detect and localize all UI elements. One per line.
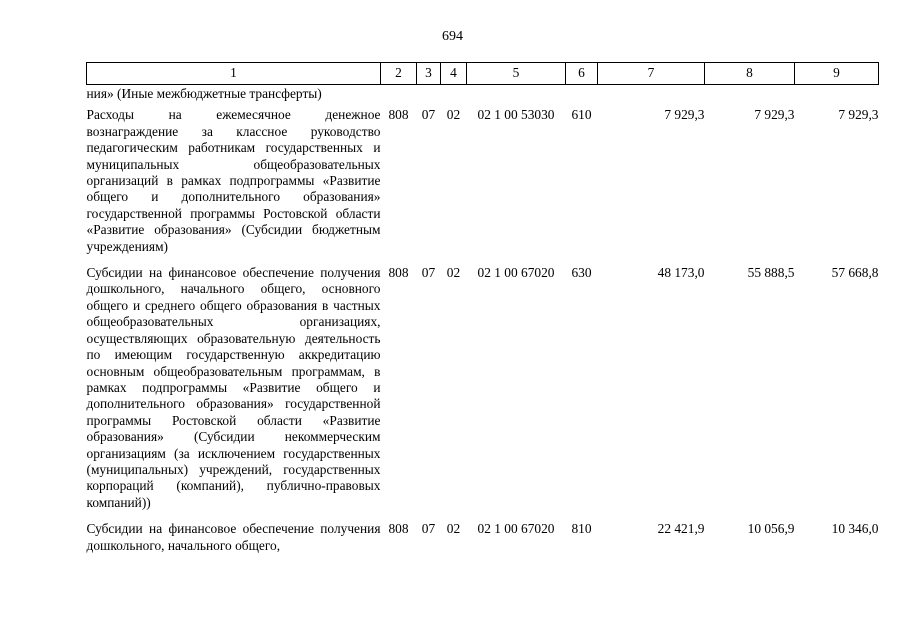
section-code — [417, 85, 441, 103]
expense-type-code: 610 — [571, 107, 592, 123]
section-code: 07 — [421, 265, 436, 281]
section-code: 07 — [421, 521, 436, 537]
amount-col8 — [705, 85, 795, 103]
amount-col8: 55 888,5 — [747, 265, 795, 281]
column-number: 8 — [705, 63, 795, 85]
table-row — [87, 511, 879, 554]
target-item-code: 02 1 00 67020 — [477, 521, 555, 537]
column-number: 1 — [87, 63, 381, 85]
page-number: 694 — [442, 29, 463, 44]
target-item-code: 02 1 00 67020 — [477, 265, 555, 281]
amount-col7: 22 421,9 — [657, 521, 705, 537]
amount-col7: 7 929,3 — [664, 107, 705, 123]
ministry-code: 808 — [388, 265, 409, 281]
subsection-code: 02 — [446, 107, 461, 123]
amount-col9 — [795, 85, 879, 103]
column-number: 2 — [381, 63, 417, 85]
expense-name: Субсидии на финансовое обеспечение получения дошкольного, начального общего, — [86, 521, 381, 553]
column-number: 7 — [598, 63, 705, 85]
column-number-header — [87, 63, 879, 85]
subsection-code: 02 — [446, 265, 461, 281]
column-number: 5 — [467, 63, 566, 85]
amount-col9: 7 929,3 — [838, 107, 879, 123]
expense-type-code — [566, 85, 598, 103]
subsection-code — [441, 85, 467, 103]
column-number: 6 — [566, 63, 598, 85]
expense-name: ния» (Иные межбюджетные трансферты) — [86, 86, 322, 101]
expense-type-code: 810 — [571, 521, 592, 537]
target-item-code — [467, 85, 566, 103]
amount-col9: 10 346,0 — [831, 521, 879, 537]
ministry-code: 808 — [388, 107, 409, 123]
expense-name: Расходы на ежемесячное денежное вознаграждение за классное руководство педагогическим работникам государственных и муниципальных общеобразовательных организаций в рамках подпрограммы «Развитие общего и дополнительного образования» государственной программы Ростовской области «Развитие образования» (Субсидии бюджетным учреждениям) — [86, 107, 381, 254]
amount-col8: 10 056,9 — [747, 521, 795, 537]
table-row — [87, 85, 879, 103]
ministry-code: 808 — [388, 521, 409, 537]
expense-name: Субсидии на финансовое обеспечение получения дошкольного, начального общего, основного общего и среднего общего образования в частных общеобразовательных организациях, осуществляющих образовательную деятельность по имеющим государственную аккредитацию основным общеобразовательным программам, в рамках подпрограммы «Развитие общего и дополнительного образования» государственной программы Ростовской области «Развитие образования» (Субсидии некоммерческим организациям (за исключением государственных (муниципальных) учреждений, государственных корпораций (компаний), публично-правовых компаний)) — [86, 265, 381, 510]
amount-col9: 57 668,8 — [831, 265, 879, 281]
table-row — [87, 102, 879, 255]
section-code: 07 — [421, 107, 436, 123]
subsection-code: 02 — [446, 521, 461, 537]
target-item-code: 02 1 00 53030 — [477, 107, 555, 123]
column-number: 4 — [441, 63, 467, 85]
budget-table — [86, 62, 879, 554]
column-number: 3 — [417, 63, 441, 85]
amount-col7: 48 173,0 — [657, 265, 705, 281]
table-row — [87, 255, 879, 511]
amount-col7 — [598, 85, 705, 103]
amount-col8: 7 929,3 — [754, 107, 795, 123]
expense-type-code: 630 — [571, 265, 592, 281]
column-number: 9 — [795, 63, 879, 85]
ministry-code — [381, 85, 417, 103]
